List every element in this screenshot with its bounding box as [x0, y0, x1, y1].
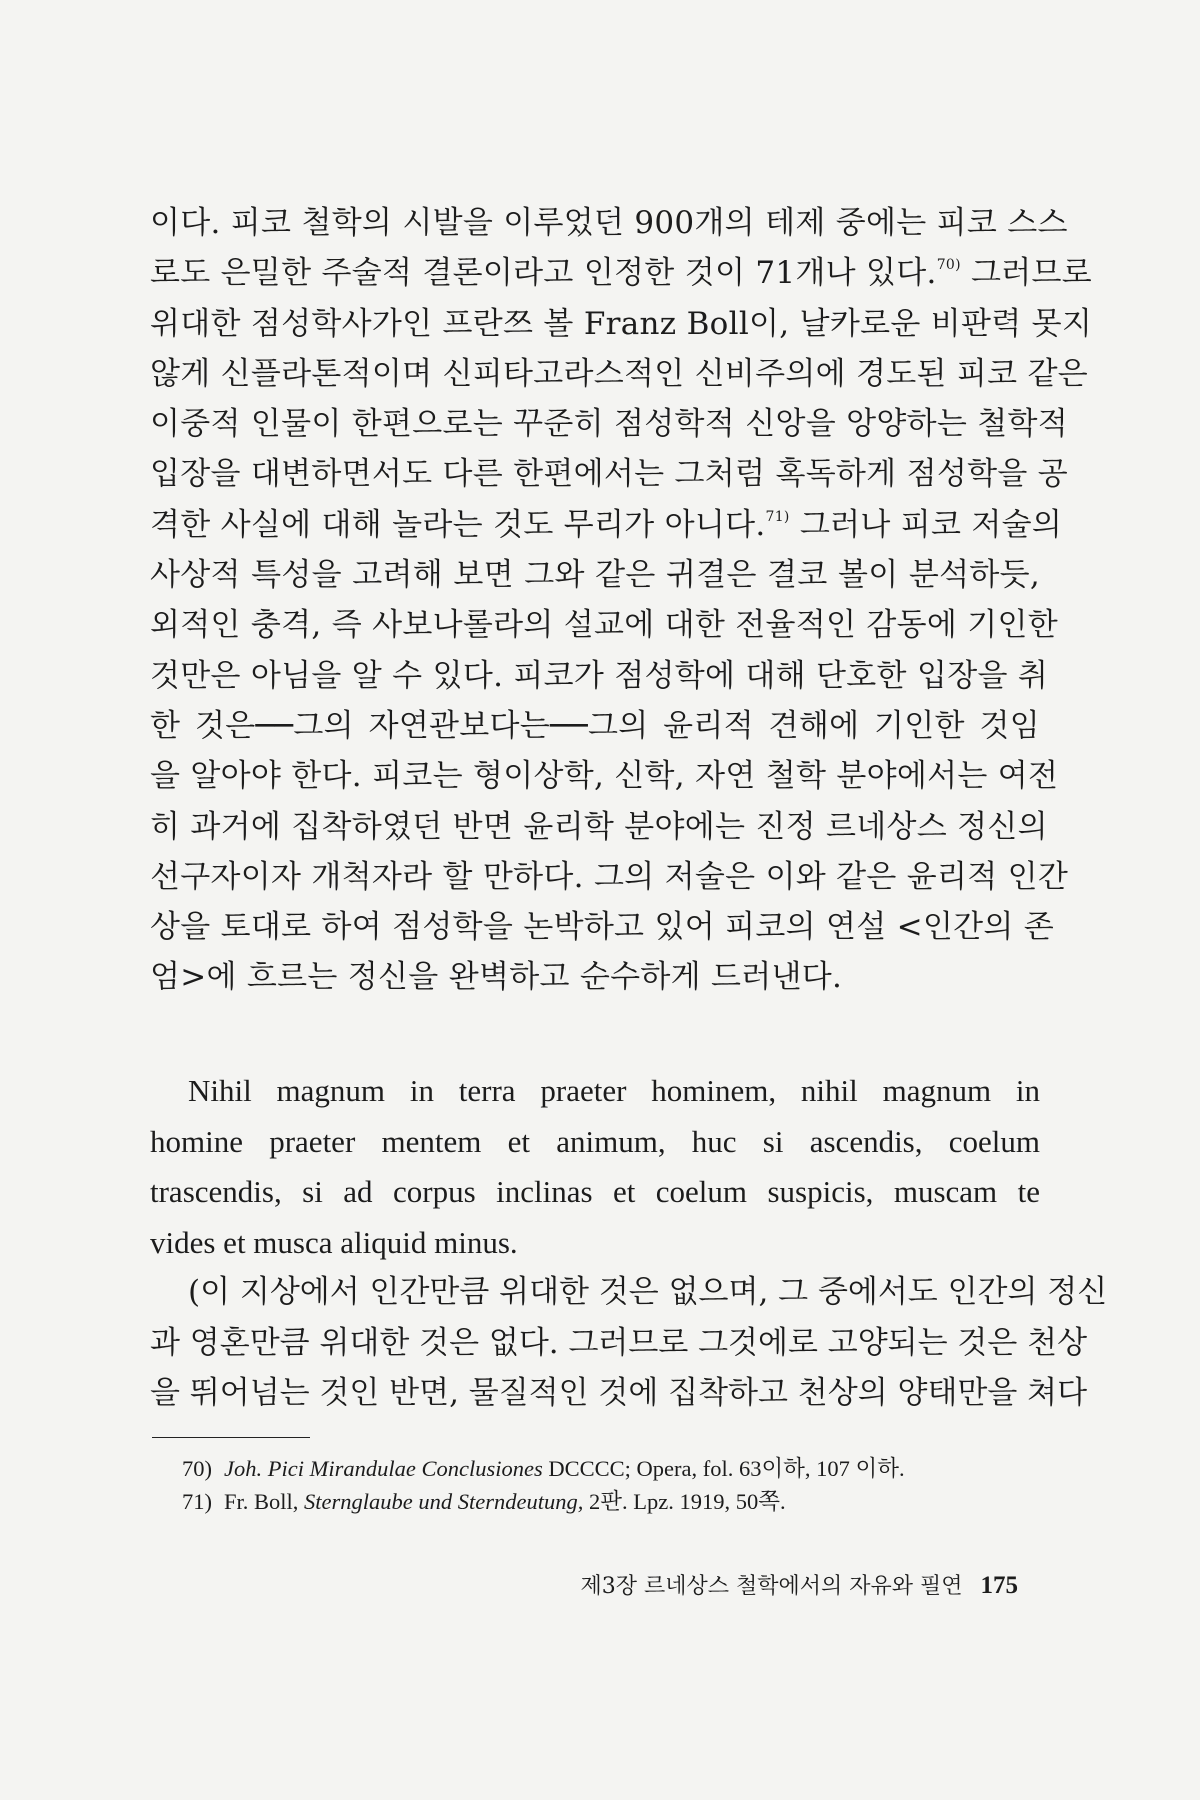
- running-footer: [488, 1569, 1018, 1600]
- footnote-divider: [152, 1437, 310, 1438]
- footnote-title: Sternglaube und Sterndeutung,: [304, 1489, 584, 1514]
- footnote-text: 2판. Lpz. 1919, 50쪽.: [583, 1489, 786, 1514]
- text-line: 엄>에 흐르는 정신을 완벽하고 순수하게 드러낸다.: [150, 959, 843, 996]
- text-line: [150, 248, 1093, 298]
- footnote-71: [182, 1485, 1042, 1518]
- quote-line: Nihil magnum in terra praeter hominem, nihil magnum in: [188, 1073, 1040, 1108]
- text-segment: 그러나 피코 저술의: [799, 506, 1063, 543]
- text-line: 상을 토대로 하여 점성학을 논박하고 있어 피코의 연설 <인간의 존: [150, 909, 1055, 946]
- footnotes: [182, 1452, 1042, 1518]
- quote-line: homine praeter mentem et animum, huc si ascendis, coelum: [150, 1123, 1040, 1159]
- text-line: [150, 500, 1063, 550]
- translation-line: 을 뛰어넘는 것인 반면, 물질적인 것에 집착하고 천상의 양태만을 쳐다: [150, 1375, 1088, 1411]
- text-line: 히 과거에 집착하였던 반면 윤리학 분야에는 진정 르네상스 정신의: [150, 808, 1048, 845]
- page-number: 175: [980, 1572, 1018, 1599]
- text-segment: 그러므로: [971, 255, 1093, 292]
- text-line: 않게 신플라톤적이며 신피타고라스적인 신비주의에 경도된 피코 같은: [150, 355, 1089, 392]
- footnote-70: [182, 1452, 1042, 1485]
- footnote-number: 71): [182, 1489, 212, 1514]
- text-line: 외적인 충격, 즉 사보나롤라의 설교에 대한 전율적인 감동에 기인한: [150, 607, 1059, 644]
- footnote-ref-70: 70): [936, 257, 961, 274]
- text-line: 이다. 피코 철학의 시발을 이루었던 900개의 테제 중에는 피코 스스: [150, 205, 1068, 241]
- footnote-ref-71: 71): [765, 508, 790, 525]
- footnote-title: Joh. Pici Mirandulae Conclusiones: [224, 1456, 543, 1481]
- text-line: 것만은 아님을 알 수 있다. 피코가 점성학에 대해 단호한 입장을 취: [150, 657, 1049, 694]
- translation-line: (이 지상에서 인간만큼 위대한 것은 없으며, 그 중에서도 인간의 정신: [188, 1274, 1108, 1310]
- text-segment: 로도 은밀한 주술적 결론이라고 인정한 것이 71개나 있다.: [150, 255, 937, 292]
- text-segment: 격한 사실에 대해 놀라는 것도 무리가 아니다.: [150, 506, 766, 543]
- footnote-text: DCCCC; Opera, fol. 63이하, 107 이하.: [542, 1456, 905, 1481]
- body-paragraph: [150, 198, 1093, 1003]
- text-line: 선구자이자 개척자라 할 만하다. 그의 저술은 이와 같은 윤리적 인간: [150, 858, 1069, 895]
- footnote-number: 70): [182, 1456, 212, 1481]
- text-line: 을 알아야 한다. 피코는 형이상학, 신학, 자연 철학 분야에서는 여전: [150, 758, 1059, 795]
- footnote-author: Fr. Boll,: [224, 1489, 305, 1514]
- text-line: 위대한 점성학사가인 프란쯔 볼 Franz Boll이, 날카로운 비판력 못지: [150, 305, 1093, 342]
- text-line: 이중적 인물이 한편으로는 꾸준히 점성학적 신앙을 앙양하는 철학적: [150, 406, 1068, 443]
- text-line: 사상적 특성을 고려해 보면 그와 같은 귀결은 결코 볼이 분석하듯,: [150, 557, 1040, 594]
- text-line: 입장을 대변하면서도 다른 한편에서는 그처럼 혹독하게 점성학을 공: [150, 456, 1068, 493]
- latin-quotation: [150, 1066, 1040, 1268]
- chapter-title: 제3장 르네상스 철학에서의 자유와 필연: [580, 1574, 963, 1599]
- text-line: 한 것은──그의 자연관보다는──그의 윤리적 견해에 기인한 것임: [150, 707, 1040, 744]
- quote-line: trascendis, si ad corpus inclinas et coelum suspicis, muscam te: [150, 1174, 1040, 1209]
- quote-translation: [150, 1267, 1108, 1419]
- quote-line: vides et musca aliquid minus.: [150, 1224, 518, 1260]
- translation-line: 과 영혼만큼 위대한 것은 없다. 그러므로 그것에로 고양되는 것은 천상: [150, 1324, 1088, 1361]
